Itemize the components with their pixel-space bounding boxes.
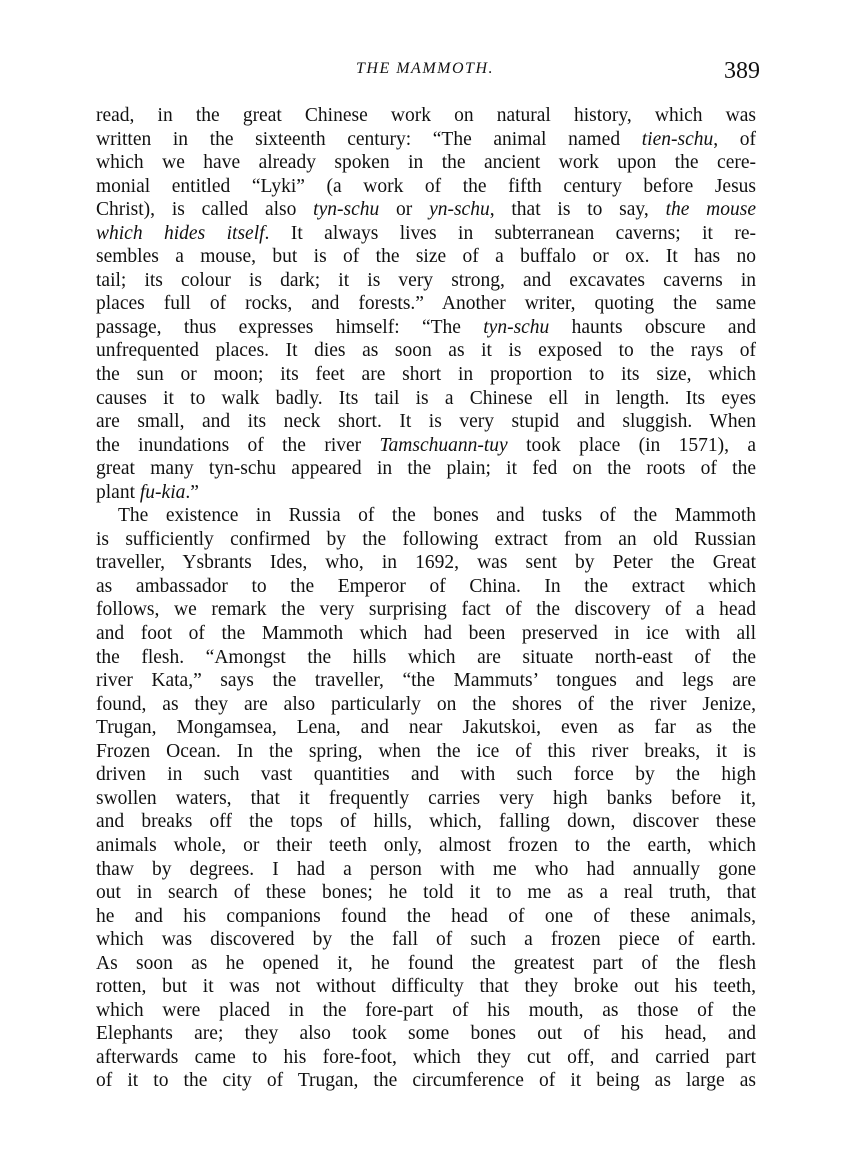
text-line: passage, thus expresses himself: “The tyn-schu haunts obscure and bbox=[96, 316, 756, 338]
italic-term: fu-kia bbox=[139, 481, 186, 503]
italic-term: tien-schu bbox=[641, 128, 714, 150]
body-text bbox=[96, 104, 756, 1093]
text-line: great many tyn-schu appeared in the plain; it fed on the roots of the bbox=[96, 458, 756, 480]
text-line: plant fu-kia.” bbox=[96, 481, 199, 503]
text-line: Christ), is called also tyn-schu or yn-schu, that is to say, the mouse bbox=[96, 199, 756, 221]
running-title: THE MAMMOTH. bbox=[356, 60, 494, 77]
page-number: 389 bbox=[724, 58, 760, 84]
text-line: afterwards came to his fore-foot, which they cut off, and carried part bbox=[96, 1046, 756, 1068]
text-line: and foot of the Mammoth which had been preserved in ice with all bbox=[96, 623, 756, 645]
text-line: as ambassador to the Emperor of China. In the extract which bbox=[96, 575, 756, 597]
text-line: the inundations of the river Tamschuann-tuy took place (in 1571), a bbox=[96, 434, 756, 456]
paragraph bbox=[96, 504, 756, 1093]
text-line: which was discovered by the fall of such a frozen piece of earth. bbox=[96, 929, 756, 951]
text-line: Elephants are; they also took some bones out of his head, and bbox=[96, 1023, 756, 1045]
italic-term: yn-schu bbox=[429, 199, 490, 221]
text-line: places full of rocks, and forests.” Another writer, quoting the same bbox=[96, 293, 756, 315]
italic-term: tyn-schu bbox=[313, 199, 380, 221]
text-line: rotten, but it was not without difficulty that they broke out his teeth, bbox=[96, 976, 756, 998]
text-line: the flesh. “Amongst the hills which are situate north-east of the bbox=[96, 646, 756, 668]
text-line: thaw by degrees. I had a person with me who had annually gone bbox=[96, 858, 756, 880]
text-line: he and his companions found the head of one of these animals, bbox=[96, 905, 756, 927]
text-line: are small, and its neck short. It is very stupid and sluggish. When bbox=[96, 411, 756, 433]
text-line: the sun or moon; its feet are short in proportion to its size, which bbox=[96, 364, 756, 386]
text-line: As soon as he opened it, he found the greatest part of the flesh bbox=[96, 952, 756, 974]
text-line: out in search of these bones; he told it to me as a real truth, that bbox=[96, 882, 756, 904]
text-line: written in the sixteenth century: “The animal named tien-schu, of bbox=[96, 128, 757, 150]
text-line: river Kata,” says the traveller, “the Mammuts’ tongues and legs are bbox=[96, 670, 756, 692]
text-line: animals whole, or their teeth only, almost frozen to the earth, which bbox=[96, 834, 756, 856]
text-line: found, as they are also particularly on the shores of the river Jenize, bbox=[96, 693, 756, 715]
text-line: traveller, Ysbrants Ides, who, in 1692, was sent by Peter the Great bbox=[96, 552, 756, 574]
text-line: Trugan, Mongamsea, Lena, and near Jakutskoi, even as far as the bbox=[96, 717, 756, 739]
text-line: tail; its colour is dark; it is very strong, and excavates caverns in bbox=[96, 269, 756, 291]
text-line: follows, we remark the very surprising fact of the discovery of a head bbox=[96, 599, 756, 621]
text-line: which we have already spoken in the ancient work upon the cere- bbox=[96, 152, 756, 174]
text-line: monial entitled “Lyki” (a work of the fifth century before Jesus bbox=[96, 175, 756, 197]
text-line: of it to the city of Trugan, the circumference of it being as large as bbox=[96, 1070, 756, 1092]
text-line: causes it to walk badly. Its tail is a Chinese ell in length. Its eyes bbox=[96, 387, 756, 409]
paragraph bbox=[96, 104, 756, 504]
text-line: sembles a mouse, but is of the size of a buffalo or ox. It has no bbox=[96, 246, 756, 268]
text-line: swollen waters, that it frequently carries very high banks before it, bbox=[96, 787, 756, 809]
italic-term: which hides itself bbox=[96, 222, 265, 244]
text-line: which hides itself. It always lives in subterranean caverns; it re- bbox=[96, 222, 756, 244]
text-line: driven in such vast quantities and with such force by the high bbox=[96, 764, 756, 786]
text-line: Frozen Ocean. In the spring, when the ice of this river breaks, it is bbox=[96, 740, 756, 762]
text-line: and breaks off the tops of hills, which, falling down, discover these bbox=[96, 811, 756, 833]
text-line: read, in the great Chinese work on natural history, which was bbox=[96, 105, 756, 126]
italic-term: tyn-schu bbox=[483, 316, 550, 338]
italic-term: Tamschuann-tuy bbox=[379, 434, 508, 456]
text-line: unfrequented places. It dies as soon as it is exposed to the rays of bbox=[96, 340, 756, 362]
italic-term: the mouse bbox=[665, 199, 756, 221]
text-line: which were placed in the fore-part of his mouth, as those of the bbox=[96, 999, 756, 1021]
text-line: is sufficiently confirmed by the following extract from an old Russian bbox=[96, 528, 756, 550]
text-line: The existence in Russia of the bones and tusks of the Mammoth bbox=[118, 505, 756, 527]
